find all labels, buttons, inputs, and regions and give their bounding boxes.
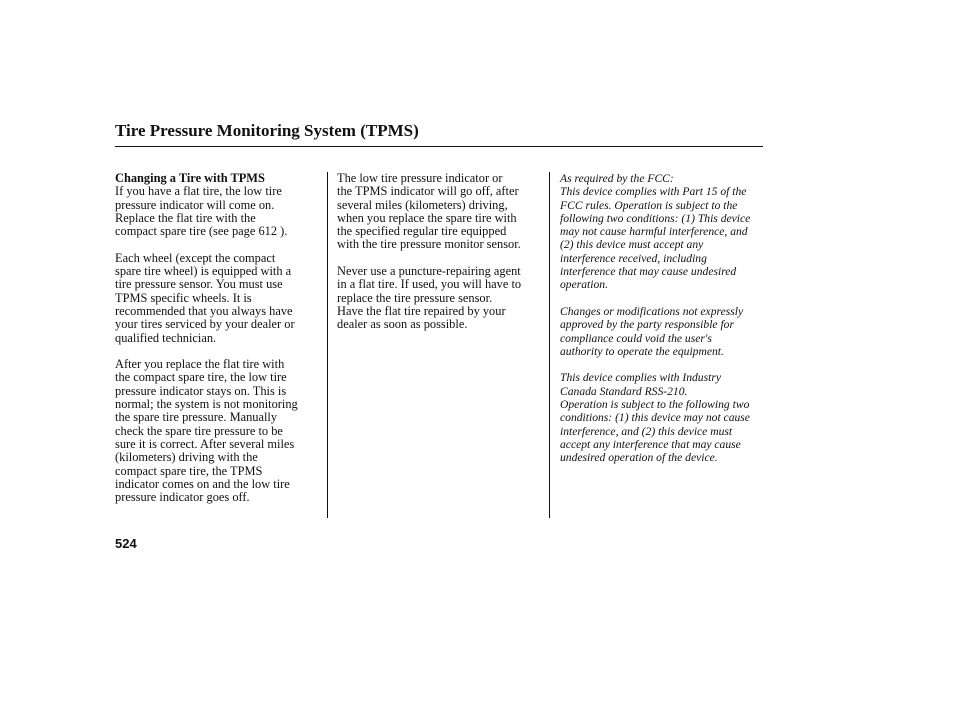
column-divider-1 [327, 172, 328, 518]
text-line: the compact spare tire, the low tire [115, 370, 287, 385]
text-line: Never use a puncture-repairing agent [337, 264, 521, 279]
text-line: the TPMS indicator will go off, after [337, 184, 519, 199]
text-line: indicator comes on and the low tire [115, 476, 290, 491]
column-2 [337, 172, 547, 332]
text-line: recommended that you always have [115, 303, 293, 318]
text-line: After you replace the flat tire with [115, 357, 285, 372]
paragraph [560, 172, 765, 292]
paragraph [560, 305, 765, 358]
text-line: Each wheel (except the compact [115, 250, 276, 265]
text-line: pressure indicator stays on. This is [115, 383, 287, 398]
paragraph [337, 172, 547, 252]
text-line: with the tire pressure monitor sensor. [337, 237, 521, 252]
text-line: pressure indicator goes off. [115, 490, 250, 505]
text-line: If you have a flat tire, the low tire [115, 184, 282, 199]
text-line: FCC rules. Operation is subject to the [560, 198, 738, 212]
text-line: Canada Standard RSS-210. [560, 384, 688, 398]
text-line: dealer as soon as possible. [337, 317, 468, 332]
page-number: 524 [115, 536, 137, 551]
text-line: tire pressure sensor. You must use [115, 277, 283, 292]
text-line: approved by the party responsible for [560, 318, 734, 332]
text-line: interference, and (2) this device must [560, 424, 733, 438]
text-line: As required by the FCC: [560, 172, 674, 185]
text-line: This device complies with Part 15 of the [560, 185, 747, 199]
paragraph [337, 265, 547, 331]
column-divider-2 [549, 172, 550, 518]
text-line: replace the tire pressure sensor. [337, 290, 493, 305]
text-line: may not cause harmful interference, and [560, 225, 748, 239]
text-line: Have the flat tire repaired by your [337, 303, 506, 318]
text-line: in a flat tire. If used, you will have to [337, 277, 522, 292]
text-line: several miles (kilometers) driving, [337, 197, 508, 212]
column-3-fcc-notice [560, 172, 765, 465]
paragraph [115, 358, 320, 504]
text-line: interference received, including [560, 251, 707, 265]
text-line: compact spare tire, the TPMS [115, 463, 263, 478]
title-rule [115, 146, 763, 147]
text-line: Operation is subject to the following two [560, 398, 750, 412]
text-line: conditions: (1) this device may not cause [560, 411, 750, 425]
text-line: The low tire pressure indicator or [337, 171, 503, 185]
text-line: sure it is correct. After several miles [115, 436, 295, 451]
text-line: Replace the flat tire with the [115, 210, 256, 225]
paragraph [115, 185, 320, 238]
text-line: (kilometers) driving with the [115, 450, 258, 465]
section-heading: Changing a Tire with TPMS [115, 171, 265, 185]
text-line: compliance could void the user's [560, 331, 712, 345]
text-line: when you replace the spare tire with [337, 210, 517, 225]
text-line: This device complies with Industry [560, 371, 721, 385]
text-line: your tires serviced by your dealer or [115, 317, 295, 332]
text-line: undesired operation of the device. [560, 451, 718, 465]
text-line: spare tire wheel) is equipped with a [115, 264, 292, 279]
paragraph [560, 371, 765, 464]
text-line: pressure indicator will come on. [115, 197, 275, 212]
text-line: TPMS specific wheels. It is [115, 290, 252, 305]
text-line: the specified regular tire equipped [337, 224, 507, 239]
text-line: compact spare tire (see page 612 ). [115, 224, 288, 239]
text-line: following two conditions: (1) This device [560, 211, 751, 225]
page-title: Tire Pressure Monitoring System (TPMS) [115, 121, 419, 140]
text-line: interference that may cause undesired [560, 265, 737, 279]
text-line: normal; the system is not monitoring [115, 397, 298, 412]
text-line: check the spare tire pressure to be [115, 423, 283, 438]
text-line: (2) this device must accept any [560, 238, 704, 252]
column-1 [115, 172, 320, 504]
text-line: qualified technician. [115, 330, 217, 345]
text-line: operation. [560, 278, 608, 292]
paragraph [115, 252, 320, 345]
text-line: Changes or modifications not expressly [560, 304, 744, 318]
text-line: the spare tire pressure. Manually [115, 410, 278, 425]
text-line: authority to operate the equipment. [560, 344, 724, 358]
text-line: accept any interference that may cause [560, 437, 741, 451]
